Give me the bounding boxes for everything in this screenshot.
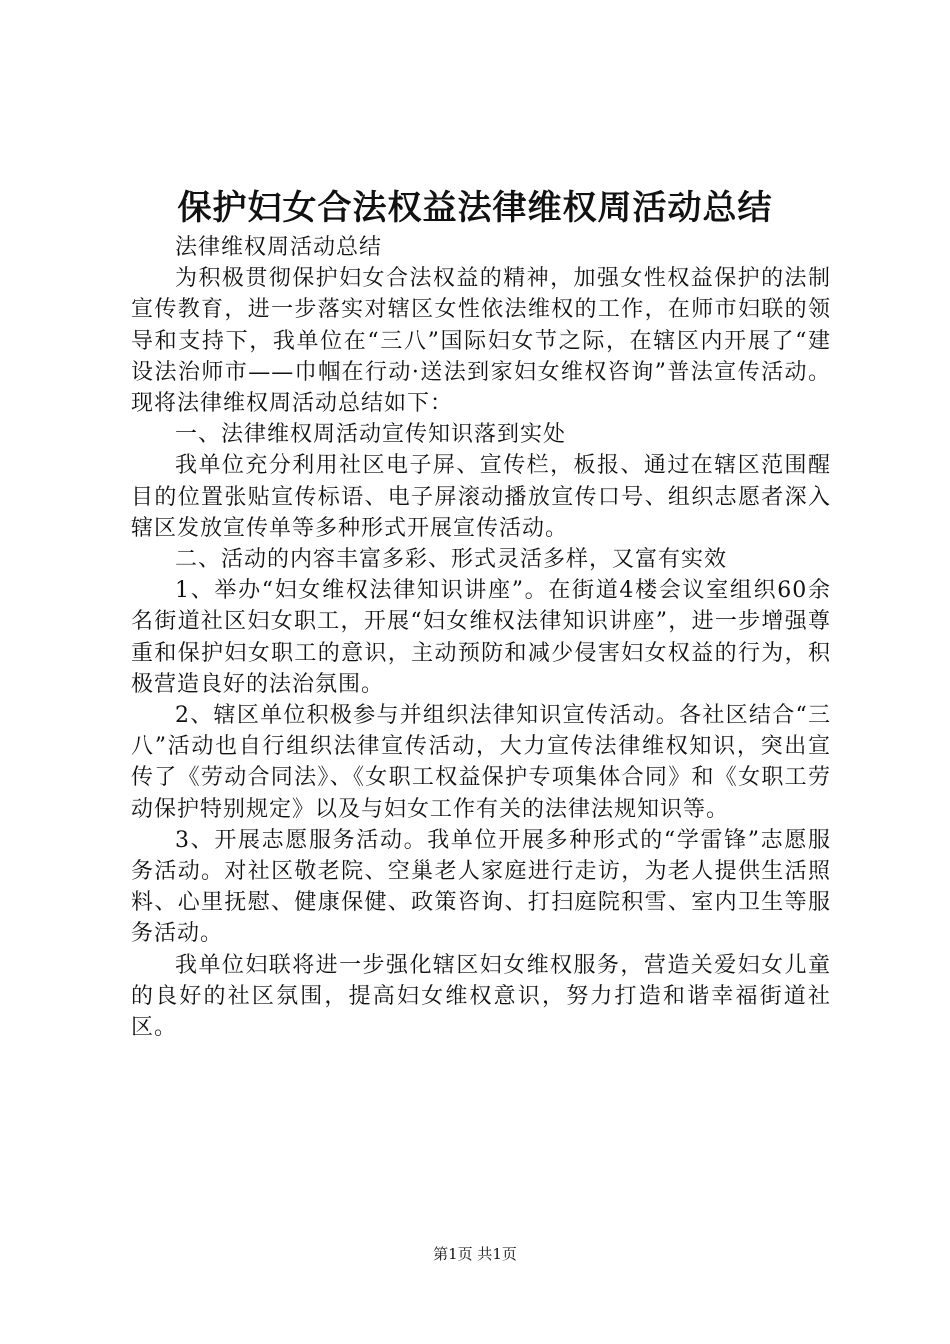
paragraph-section-1: 我单位充分利用社区电子屏、宣传栏，板报、通过在辖区范围醒目的位置张贴宣传标语、电子屏滚动播放宣传口号、组织志愿者深入辖区发放宣传单等多种形式开展宣传活动。	[131, 453, 831, 541]
paragraph-conclusion: 我单位妇联将进一步强化辖区妇女维权服务，营造关爱妇女儿童的良好的社区氛围，提高妇女维权意识，努力打造和谐幸福街道社区。	[131, 952, 831, 1041]
paragraph-item-3: 3、开展志愿服务活动。我单位开展多种形式的“学雷锋”志愿服务活动。对社区敬老院、空巢老人家庭进行走访，为老人提供生活照料、心里抚慰、健康保健、政策咨询、打扫庭院积雪、室内卫生等服务活动。	[131, 827, 831, 947]
section-heading-2: 二、活动的内容丰富多彩、形式灵活多样，又富有实效	[175, 547, 728, 573]
paragraph-item-1: 1、举办“妇女维权法律知识讲座”。在街道4楼会议室组织60余名街道社区妇女职工，开展“妇女维权法律知识讲座”，进一步增强尊重和保护妇女职工的意识，主动预防和减少侵害妇女权益的行为，积极营造良好的法治氛围。	[131, 578, 831, 697]
paragraph-intro: 为积极贯彻保护妇女合法权益的精神，加强女性权益保护的法制宣传教育，进一步落实对辖区女性依法维权的工作，在师市妇联的领导和支持下，我单位在“三八”国际妇女节之际，在辖区内开展了“建设法治师市——巾帼在行动·送法到家妇女维权咨询”普法宣传活动。现将法律维权周活动总结如下：	[131, 266, 831, 417]
document-title: 保护妇女合法权益法律维权周活动总结	[177, 188, 773, 228]
paragraph-item-2: 2、辖区单位积极参与并组织法律知识宣传活动。各社区结合“三八”活动也自行组织法律宣传活动，大力宣传法律维权知识，突出宣传了《劳动合同法》、《女职工权益保护专项集体合同》和《女职工劳动保护特别规定》以及与妇女工作有关的法律法规知识等。	[131, 703, 831, 822]
paragraph-subtitle: 法律维权周活动总结	[175, 235, 383, 260]
document-body	[131, 232, 831, 1043]
section-heading-1: 一、法律维权周活动宣传知识落到实处	[175, 422, 567, 448]
page-number-footer: 第1页 共1页	[433, 1245, 517, 1263]
